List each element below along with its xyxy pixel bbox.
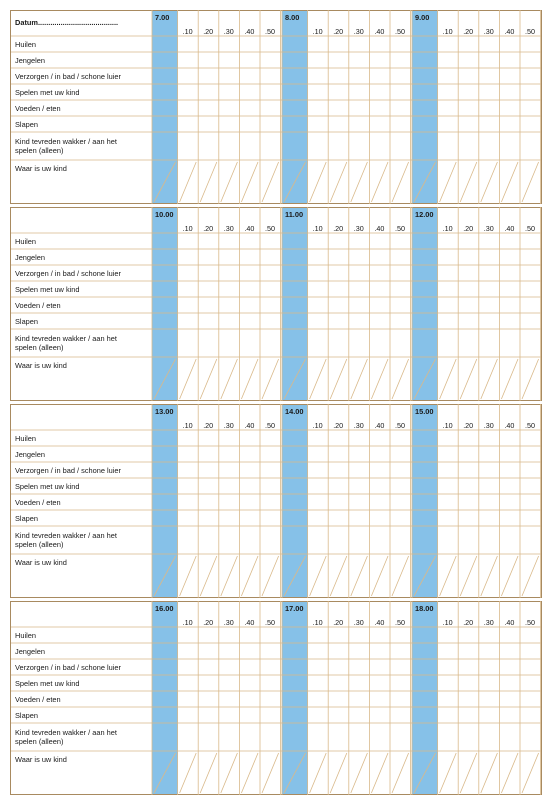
location-cell-diagonal: [200, 359, 217, 399]
row-label: Spelen met uw kind: [15, 679, 80, 688]
location-cell-diagonal: [460, 556, 477, 596]
location-cell-diagonal: [440, 753, 457, 793]
minute-label: .30: [223, 27, 234, 36]
block-border: [11, 602, 542, 795]
location-cell-diagonal: [310, 162, 327, 202]
minute-label: .10: [442, 224, 453, 233]
minute-label: .20: [333, 421, 344, 430]
hour-label: 16.00: [155, 604, 174, 613]
hour-column-fill: [282, 404, 308, 598]
minute-label: .20: [203, 618, 214, 627]
minute-label: .40: [244, 224, 255, 233]
minute-label: .50: [265, 618, 275, 627]
hour-column-fill: [152, 207, 178, 401]
minute-label: .10: [312, 618, 323, 627]
hour-column-fill: [412, 10, 438, 204]
minute-label: .40: [374, 27, 385, 36]
minute-label: .30: [223, 421, 234, 430]
hour-label: 10.00: [155, 210, 174, 219]
location-cell-diagonal: [371, 359, 388, 399]
location-cell-diagonal: [501, 162, 518, 202]
row-label: Huilen: [15, 434, 36, 443]
row-label: Kind tevreden wakker / aan het spelen (alleen): [15, 728, 117, 746]
location-cell-diagonal: [351, 556, 368, 596]
location-cell-diagonal: [262, 162, 279, 202]
minute-label: .40: [244, 618, 255, 627]
row-label: Jengelen: [15, 450, 45, 459]
minute-label: .40: [504, 27, 515, 36]
hour-label: 7.00: [155, 13, 170, 22]
row-label: Jengelen: [15, 56, 45, 65]
minute-label: .20: [463, 224, 474, 233]
minute-label: .20: [463, 618, 474, 627]
row-label: Waar is uw kind: [15, 164, 67, 173]
minute-label: .20: [333, 224, 344, 233]
minute-label: .10: [312, 27, 323, 36]
location-cell-diagonal: [262, 753, 279, 793]
grid-drawing: [10, 601, 542, 795]
location-cell-diagonal: [522, 359, 539, 399]
location-cell-diagonal: [200, 753, 217, 793]
location-cell-diagonal: [371, 162, 388, 202]
location-cell-diagonal: [392, 162, 409, 202]
minute-label: .40: [244, 27, 255, 36]
location-cell-diagonal: [330, 556, 347, 596]
row-label: Voeden / eten: [15, 301, 61, 310]
location-cell-diagonal: [310, 753, 327, 793]
location-cell-diagonal: [330, 162, 347, 202]
location-cell-diagonal: [501, 753, 518, 793]
location-cell-diagonal: [221, 556, 238, 596]
location-cell-diagonal: [241, 753, 258, 793]
location-cell-diagonal: [180, 162, 197, 202]
row-label: Kind tevreden wakker / aan het spelen (alleen): [15, 531, 117, 549]
location-cell-diagonal: [392, 359, 409, 399]
location-cell-diagonal: [221, 162, 238, 202]
location-cell-diagonal: [351, 162, 368, 202]
minute-label: .10: [182, 618, 193, 627]
location-cell-diagonal: [522, 556, 539, 596]
hour-column-fill: [282, 601, 308, 795]
minute-label: .30: [483, 27, 494, 36]
location-cell-diagonal: [392, 753, 409, 793]
location-cell-diagonal: [330, 359, 347, 399]
location-cell-diagonal: [241, 556, 258, 596]
location-cell-diagonal: [310, 556, 327, 596]
minute-label: .20: [203, 27, 214, 36]
minute-label: .50: [395, 618, 405, 627]
hour-label: 18.00: [415, 604, 434, 613]
row-label: Spelen met uw kind: [15, 88, 80, 97]
location-cell-diagonal: [460, 162, 477, 202]
location-cell-diagonal: [241, 162, 258, 202]
location-cell-diagonal: [180, 753, 197, 793]
minute-label: .50: [525, 224, 535, 233]
minute-label: .40: [374, 224, 385, 233]
block-border: [11, 11, 542, 204]
location-cell-diagonal: [501, 359, 518, 399]
location-cell-diagonal: [200, 556, 217, 596]
grid-drawing: [10, 404, 542, 598]
minute-label: .40: [504, 618, 515, 627]
minute-label: .30: [353, 618, 364, 627]
block-border: [11, 208, 542, 401]
location-cell-diagonal: [262, 359, 279, 399]
row-label: Verzorgen / in bad / schone luier: [15, 466, 121, 475]
hour-block: [10, 10, 542, 204]
row-label: Verzorgen / in bad / schone luier: [15, 72, 121, 81]
minute-label: .20: [333, 618, 344, 627]
minute-label: .10: [182, 27, 193, 36]
minute-label: .40: [244, 421, 255, 430]
minute-label: .20: [333, 27, 344, 36]
minute-label: .30: [353, 224, 364, 233]
minute-label: .10: [182, 421, 193, 430]
minute-label: .50: [525, 618, 535, 627]
date-field-label: Datum.......................................: [15, 18, 119, 27]
location-cell-diagonal: [351, 359, 368, 399]
minute-label: .10: [442, 421, 453, 430]
hour-label: 14.00: [285, 407, 304, 416]
minute-label: .50: [265, 27, 275, 36]
hour-block: [10, 601, 542, 795]
minute-label: .30: [223, 224, 234, 233]
hour-column-fill: [152, 10, 178, 204]
minute-label: .50: [525, 27, 535, 36]
row-label: Spelen met uw kind: [15, 285, 80, 294]
location-cell-diagonal: [440, 556, 457, 596]
row-label: Spelen met uw kind: [15, 482, 80, 491]
minute-label: .10: [182, 224, 193, 233]
row-label: Jengelen: [15, 253, 45, 262]
location-cell-diagonal: [200, 162, 217, 202]
minute-label: .10: [442, 618, 453, 627]
minute-label: .30: [483, 618, 494, 627]
minute-label: .30: [223, 618, 234, 627]
row-label: Verzorgen / in bad / schone luier: [15, 663, 121, 672]
minute-label: .50: [395, 27, 405, 36]
row-label: Waar is uw kind: [15, 558, 67, 567]
location-cell-diagonal: [221, 753, 238, 793]
minute-label: .20: [463, 27, 474, 36]
minute-label: .20: [203, 224, 214, 233]
location-cell-diagonal: [180, 556, 197, 596]
row-label: Waar is uw kind: [15, 755, 67, 764]
minute-label: .40: [504, 224, 515, 233]
location-cell-diagonal: [371, 556, 388, 596]
row-label: Kind tevreden wakker / aan het spelen (alleen): [15, 334, 117, 352]
hour-column-fill: [412, 404, 438, 598]
location-cell-diagonal: [351, 753, 368, 793]
minute-label: .50: [395, 421, 405, 430]
hour-column-fill: [412, 601, 438, 795]
block-border: [11, 405, 542, 598]
row-label: Voeden / eten: [15, 498, 61, 507]
minute-label: .50: [395, 224, 405, 233]
minute-label: .40: [504, 421, 515, 430]
location-cell-diagonal: [440, 162, 457, 202]
row-label: Voeden / eten: [15, 104, 61, 113]
hour-label: 11.00: [285, 210, 304, 219]
row-label: Voeden / eten: [15, 695, 61, 704]
grid-drawing: [10, 10, 542, 204]
minute-label: .50: [525, 421, 535, 430]
minute-label: .10: [442, 27, 453, 36]
hour-block: [10, 207, 542, 401]
location-cell-diagonal: [262, 556, 279, 596]
minute-label: .50: [265, 421, 275, 430]
minute-label: .40: [374, 421, 385, 430]
hour-block: [10, 404, 542, 598]
row-label: Slapen: [15, 317, 39, 326]
location-cell-diagonal: [522, 753, 539, 793]
minute-label: .20: [463, 421, 474, 430]
row-label: Huilen: [15, 237, 36, 246]
location-cell-diagonal: [180, 359, 197, 399]
minute-label: .20: [203, 421, 214, 430]
row-label: Waar is uw kind: [15, 361, 67, 370]
row-label: Kind tevreden wakker / aan het spelen (alleen): [15, 137, 117, 155]
row-label: Slapen: [15, 711, 39, 720]
row-label: Huilen: [15, 631, 36, 640]
location-cell-diagonal: [501, 556, 518, 596]
location-cell-diagonal: [460, 753, 477, 793]
location-cell-diagonal: [481, 556, 498, 596]
location-cell-diagonal: [522, 162, 539, 202]
row-label: Verzorgen / in bad / schone luier: [15, 269, 121, 278]
row-label: Huilen: [15, 40, 36, 49]
minute-label: .40: [374, 618, 385, 627]
minute-label: .30: [483, 421, 494, 430]
minute-label: .10: [312, 224, 323, 233]
hour-label: 15.00: [415, 407, 434, 416]
hour-column-fill: [282, 207, 308, 401]
hour-column-fill: [152, 404, 178, 598]
hour-label: 17.00: [285, 604, 304, 613]
minute-label: .10: [312, 421, 323, 430]
hour-label: 8.00: [285, 13, 300, 22]
minute-label: .30: [353, 421, 364, 430]
hour-label: 13.00: [155, 407, 174, 416]
grid-drawing: [10, 207, 542, 401]
minute-label: .50: [265, 224, 275, 233]
location-cell-diagonal: [440, 359, 457, 399]
location-cell-diagonal: [330, 753, 347, 793]
location-cell-diagonal: [481, 753, 498, 793]
location-cell-diagonal: [481, 162, 498, 202]
location-cell-diagonal: [221, 359, 238, 399]
hour-label: 12.00: [415, 210, 434, 219]
location-cell-diagonal: [481, 359, 498, 399]
minute-label: .30: [483, 224, 494, 233]
hour-column-fill: [282, 10, 308, 204]
hour-column-fill: [412, 207, 438, 401]
location-cell-diagonal: [460, 359, 477, 399]
location-cell-diagonal: [371, 753, 388, 793]
row-label: Slapen: [15, 514, 39, 523]
location-cell-diagonal: [241, 359, 258, 399]
row-label: Slapen: [15, 120, 39, 129]
hour-label: 9.00: [415, 13, 430, 22]
minute-label: .30: [353, 27, 364, 36]
hour-column-fill: [152, 601, 178, 795]
location-cell-diagonal: [392, 556, 409, 596]
row-label: Jengelen: [15, 647, 45, 656]
location-cell-diagonal: [310, 359, 327, 399]
